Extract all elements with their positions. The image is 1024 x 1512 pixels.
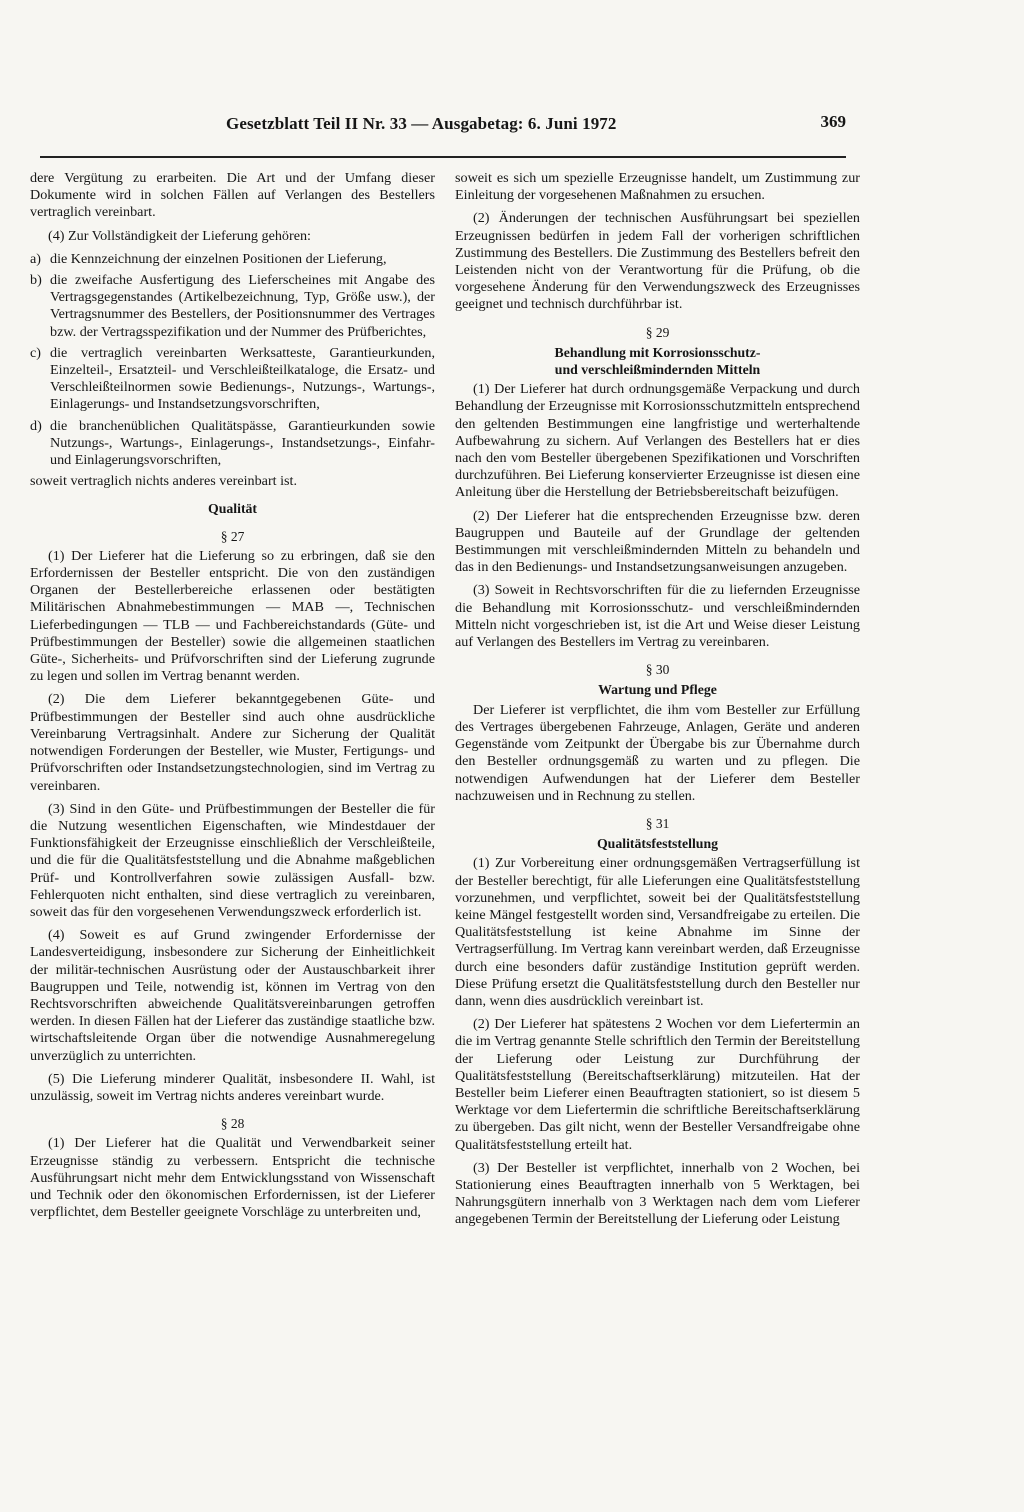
section-29-heading-line-1: Behandlung mit Korrosionsschutz- — [554, 344, 761, 360]
page-number: 369 — [820, 112, 846, 131]
list-marker: c) — [30, 344, 41, 361]
section-29-heading-line-2: und verschleißmindernden Mitteln — [554, 362, 761, 378]
section-27-paragraph-5: (5) Die Lieferung minderer Qualität, insbesondere II. Wahl, ist unzulässig, soweit im Vertrag nichts anderes vereinbart wurde. — [30, 1070, 435, 1104]
section-28-paragraph-1: (1) Der Lieferer hat die Qualität und Verwendbarkeit seiner Erzeugnisse ständig zu verbessern. Entspricht die technische Ausführungsart nicht mehr dem Entwicklungsstand von Wissenschaft und Technik oder den ökonomischen Erfordernissen, ist der Lieferer verpflichtet, dem Besteller geeignete Vorschläge zu unterbreiten und, — [30, 1135, 435, 1221]
section-30-number: § 30 — [645, 662, 670, 678]
list-marker: b) — [30, 272, 42, 289]
left-column — [30, 170, 435, 1400]
list-item — [30, 272, 435, 341]
section-31-number: § 31 — [645, 815, 670, 831]
page-header — [40, 112, 846, 158]
paragraph-after-list: soweit vertraglich nichts anderes vereinbart ist. — [30, 473, 298, 490]
list-item — [30, 345, 435, 414]
section-27-paragraph-1: (1) Der Lieferer hat die Lieferung so zu erbringen, daß sie den Erfordernissen der Besteller entspricht. Die von den zuständigen Organen der Bestellerbereiche erlassenen oder bestätigten Militärischen Abnahmebestimmungen — MAB —, Technischen Lieferbedingungen — TLB — und Fachbereichstandards (Güte- und Prüfbestimmungen der Besteller) sowie die allgemeinen staatlichen Güte-, Sicherheits- und Prüfvorschriften sind der Lieferung zugrunde zu legen und sollen im Vertrag benannt werden. — [30, 547, 435, 685]
section-30-paragraph-1: Der Lieferer ist verpflichtet, die ihm vom Besteller zur Erfüllung des Vertrages übergebenen Fahrzeuge, Anlagen, Geräte und anderen Gegenstände vom Zeitpunkt der Übergabe bis zur Übernahme durch den Besteller ordnungsgemäß zu warten und zu pflegen. Die notwendigen Aufwendungen hat der Lieferer dem Besteller nachzuweisen und in Rechnung zu stellen. — [455, 701, 860, 804]
paragraph-continuation: soweit es sich um spezielle Erzeugnisse handelt, um Zustimmung zur Einleitung der vorgesehenen Maßnahmen zu ersuchen. — [455, 170, 860, 204]
section-29-paragraph-1: (1) Der Lieferer hat durch ordnungsgemäße Verpackung und durch Behandlung der Erzeugnisse mit Korrosionsschutzmitteln entsprechend den geltenden Bestimmungen eine langfristige und werterhaltende Aufbewahrung zu sichern. Auf Verlangen des Bestellers hat er dies nach den vom Besteller übergebenen Spezifikationen und Vorschriften durchzuführen. Bei Lieferung konservierter Erzeugnisse ist diesen eine Anleitung über die Herstellung der Betriebsbereitschaft beizufügen. — [455, 381, 860, 501]
section-29-paragraph-2: (2) Der Lieferer hat die entsprechenden Erzeugnisse bzw. deren Baugruppen und Bauteile auf der Grundlage der geltenden Bestimmungen mit verschleißmindernden Mitteln zu behandeln und das in den Bedienungs- und Instandsetzungsanweisungen anzugeben. — [455, 507, 860, 576]
heading-qualitaet: Qualität — [207, 501, 258, 517]
list-item — [30, 418, 435, 470]
section-31-heading: Qualitätsfeststellung — [596, 836, 719, 852]
paragraph-continuation: dere Vergütung zu erarbeiten. Die Art und der Umfang dieser Dokumente wird in solchen Fällen auf Verlangen des Bestellers vertraglich vereinbart. — [30, 170, 435, 221]
header-title: Gesetzblatt Teil II Nr. 33 — Ausgabetag: 6. Juni 1972 — [226, 114, 617, 133]
section-27-paragraph-2: (2) Die dem Lieferer bekanntgegebenen Güte- und Prüfbestimmungen der Besteller sind auch ohne ausdrückliche Vereinbarung Vertragsinhalt. Andere zur Sicherung der Qualität notwendigen Forderungen der Besteller, wie Muster, Fertigungs- und Prüfvorschriften oder Instandsetzungstechnologien, sind im Vertrag zu vereinbaren. — [30, 691, 435, 794]
section-28-number: § 28 — [220, 1116, 245, 1132]
paragraph-4-intro: (4) Zur Vollständigkeit der Lieferung gehören: — [48, 227, 311, 244]
right-column — [455, 170, 860, 1400]
section-30-heading: Wartung und Pflege — [598, 682, 717, 698]
list-marker: a) — [30, 250, 41, 267]
list-item-text: die zweifache Ausfertigung des Lieferscheines mit Angabe des Vertragsgegenstandes (Artikelbezeichnung, Typ, Größe usw.), der Vertragsnummer des Bestellers, der Positionsnummer des Vertrages bzw. der Vertragsspezifikation und der Nummer des Prüfberichtes, — [50, 272, 435, 340]
section-31-paragraph-2: (2) Der Lieferer hat spätestens 2 Wochen vor dem Liefertermin an die im Vertrag genannte Stelle schriftlich den Termin der Bereitstellung der Lieferung oder Leistung zur Durchführung der Qualitätsfeststellung (Bereitschaftserklärung) mitzuteilen. Hat der Besteller beim Lieferer einen Beauftragten stationiert, so ist diesem 5 Werktage vor dem Liefertermin die schriftliche Bereitschaftserklärung zu übergeben. Das gilt nicht, wenn der Besteller Versandfreigabe ohne Qualitätsfeststellung erteilt hat. — [455, 1016, 860, 1153]
list-item-text: die branchenüblichen Qualitätspässe, Garantieurkunden sowie Nutzungs-, Wartungs-, Einlagerungs-, Instandsetzungs-, Einfahr- und Einlagerungsvorschriften, — [50, 417, 435, 469]
section-29-number: § 29 — [645, 324, 670, 340]
section-27-paragraph-4: (4) Soweit es auf Grund zwingender Erfordernisse der Landesverteidigung, insbesondere zur Sicherung der Einheitlichkeit der militär-technischen Ausrüstung oder der Austauschbarkeit ihrer Baugruppen und Teile, notwendig ist, können im Vertrag von den Rechtsvorschriften abweichende Qualitätsvereinbarungen getroffen werden. In diesen Fällen hat der Lieferer das zuständige staatliche bzw. wirtschaftsleitende Organ über die notwendige Ausnahmeregelung unverzüglich zu unterrichten. — [30, 927, 435, 1064]
list-item-text: die Kennzeichnung der einzelnen Positionen der Lieferung, — [50, 250, 387, 267]
list-item — [30, 251, 435, 268]
list-item-text: die vertraglich vereinbarten Werksatteste, Garantieurkunden, Einzelteil-, Ersatzteil- und Verschleißteilkataloge, die Ersatz- und Verschleißteilnormen sowie Bedienungs-, Nutzungs-, Wartungs-, Einlagerungs- und Instandsetzungsvorschriften, — [50, 344, 435, 413]
section-27-paragraph-3: (3) Sind in den Güte- und Prüfbestimmungen der Besteller die für die Nutzung wesentlichen Eigenschaften, wie Mindestdauer der Funktionsfähigkeit der Erzeugnisse einschließlich der Verschleißteile, und die für die Qualitätsfeststellung und die Abnahme maßgeblichen Prüf- und Kontrollverfahren sowie zulässigen Ausfall- bzw. Fehlerquoten nicht enthalten, sind diese vertraglich zu vereinbaren, soweit das für den vorgesehenen Verwendungszweck erforderlich ist. — [30, 800, 435, 920]
section-31-paragraph-3: (3) Der Besteller ist verpflichtet, innerhalb von 2 Wochen, bei Stationierung eines Beauftragten innerhalb von 5 Werktagen, bei Nahrungsgütern innerhalb von 3 Werktagen nach dem vom Lieferer angegebenen Termin der Bereitstellung der Lieferung oder Leistung — [455, 1159, 860, 1228]
section-31-paragraph-1: (1) Zur Vorbereitung einer ordnungsgemäßen Vertragserfüllung ist der Besteller berechtigt, für alle Lieferungen eine Qualitätsfeststellung vorzunehmen, und verpflichtet, soweit bei der Qualitätsfeststellung keine Mängel festgestellt worden sind, Versandfreigabe zu erteilen. Die Qualitätsfeststellung ist keine Abnahme im Sinne der Vertragserfüllung. Im Vertrag kann vereinbart werden, daß Erzeugnisse durch eine besonders dafür zuständige Institution geprüft werden. Diese Prüfung ersetzt die Qualitätsfeststellung durch den Besteller nur dann, wenn dies ausdrücklich vereinbart ist. — [455, 855, 860, 1009]
section-28-paragraph-2: (2) Änderungen der technischen Ausführungsart bei speziellen Erzeugnissen bedürfen in jedem Fall der vorherigen schriftlichen Zustimmung des Bestellers. Die Zustimmung des Bestellers befreit den Leistenden nicht von der Verantwortung für die Prüfung, ob die vorgesehene Änderung für den Verwendungszweck des Erzeugnisses geeignet und technisch durchführbar ist. — [455, 210, 860, 313]
section-29-paragraph-3: (3) Soweit in Rechtsvorschriften für die zu liefernden Erzeugnisse die Behandlung mit Korrosionsschutz- und verschleißmindernden Mitteln nicht vorgeschrieben ist, ist die Art und Weise dieser Leistung auf Verlangen des Bestellers im Vertrag zu vereinbaren. — [455, 582, 860, 651]
section-27-number: § 27 — [220, 528, 245, 544]
list-marker: d) — [30, 417, 42, 434]
